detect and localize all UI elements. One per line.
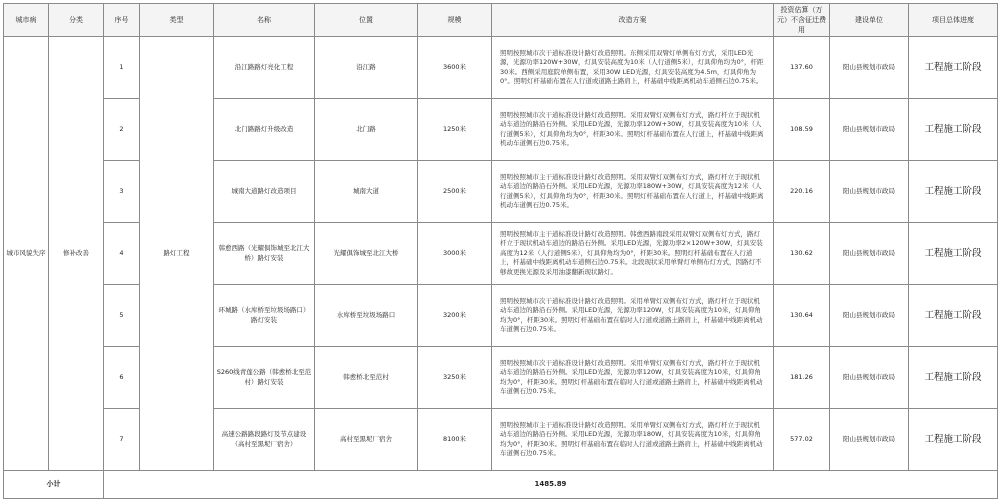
cell-progress: 工程施工阶段 xyxy=(909,37,998,99)
cell-name: 北门路路灯升级改造 xyxy=(214,99,315,161)
cell-unit: 阳山县规划市政局 xyxy=(830,347,909,409)
group-category: 城市风貌失序 xyxy=(4,37,49,471)
table-row xyxy=(4,37,998,99)
document-sheet xyxy=(3,3,997,499)
cell-progress: 工程施工阶段 xyxy=(909,223,998,285)
cell-name: 高速公路路段路灯及节点建设（高村至黑坭厂宿舍） xyxy=(214,409,315,471)
cell-location: 水库桥至垃圾场路口 xyxy=(315,285,418,347)
cell-name: 韩愈西路（光耀俱饰城至北江大桥）路灯安装 xyxy=(214,223,315,285)
header-seq: 序号 xyxy=(104,4,140,37)
cell-plan: 照明按照城市主干道标准设计路灯改造照明。韩愈西路南段采用双臂灯双侧布灯方式，路灯杆立于现状机动车道边的路沿石外侧。采用LED光源，光源功率2×120W+30W，灯具安装高度为12米（人行道侧5米），灯具仰角均为0°，杆距30米。照明灯杆基础布置在人行道上，杆基础中线距离机动车道侧石边0.75米。北段现状采用单臂灯单侧布灯方式，因路灯不够故更换光源及采用油漆翻新现状路灯。 xyxy=(492,223,774,285)
cell-location: 高村至黑坭厂宿舍 xyxy=(315,409,418,471)
cell-seq: 6 xyxy=(104,347,140,409)
cell-scale: 3600米 xyxy=(418,37,492,99)
cell-location: 光耀俱饰城至北江大桥 xyxy=(315,223,418,285)
cell-unit: 阳山县规划市政局 xyxy=(830,409,909,471)
cell-scale: 2500米 xyxy=(418,161,492,223)
cell-seq: 7 xyxy=(104,409,140,471)
cell-cost: 130.62 xyxy=(774,223,830,285)
total-label: 小计 xyxy=(4,471,104,499)
cell-plan: 照明按照城市主干道标准设计路灯改造照明。采用单臂灯双侧布灯方式，路灯杆立于现状机动车道边的路沿石外侧。采用LED光源，光源功率180W，灯具安装高度为10米，灯具仰角均为0°，杆距30米。照明灯杆基础布置在临时人行道或道路土路肩上，杆基础中线距离机动车道侧石边0.75米。 xyxy=(492,409,774,471)
cell-progress: 工程施工阶段 xyxy=(909,161,998,223)
header-progress: 项目总体进度 xyxy=(909,4,998,37)
header-location: 位置 xyxy=(315,4,418,37)
group-subcategory: 修补改善 xyxy=(49,37,104,471)
cell-cost: 130.64 xyxy=(774,285,830,347)
cell-scale: 3000米 xyxy=(418,223,492,285)
cell-unit: 阳山县规划市政局 xyxy=(830,37,909,99)
header-category: 城市病 xyxy=(4,4,49,37)
cell-unit: 阳山县规划市政局 xyxy=(830,161,909,223)
cell-plan: 照明按照城市次干道标准设计路灯改造照明。采用单臂灯双侧布灯方式，路灯杆立于现状机动车道边的路沿石外侧。采用LED光源，光源功率120W，灯具安装高度为10米，灯具仰角均为0°，杆距30米。照明灯杆基础布置在临时人行道或道路土路肩上，杆基础中线距离机动车道侧石边0.75米。 xyxy=(492,285,774,347)
cell-progress: 工程施工阶段 xyxy=(909,99,998,161)
header-row xyxy=(4,4,998,37)
cell-scale: 1250米 xyxy=(418,99,492,161)
cell-location: 沿江路 xyxy=(315,37,418,99)
cell-name: 环城路（水库桥至垃圾场路口）路灯安装 xyxy=(214,285,315,347)
cell-seq: 3 xyxy=(104,161,140,223)
cell-seq: 1 xyxy=(104,37,140,99)
cell-location: 城南大道 xyxy=(315,161,418,223)
cell-name: 城南大道路灯改造项目 xyxy=(214,161,315,223)
cell-seq: 5 xyxy=(104,285,140,347)
total-row xyxy=(4,471,998,499)
cell-scale: 3200米 xyxy=(418,285,492,347)
cell-plan: 照明按照城市主干道标准设计路灯改造照明。采用双臂灯双侧布灯方式，路灯杆立于现状机动车道边的路沿石外侧。采用LED光源，光源功率180W+30W，灯具安装高度为12米（人行道侧5米），灯具仰角均为0°，杆距30米。照明灯杆基础布置在人行道上，杆基础中线距离机动车道侧石边0.75米。 xyxy=(492,161,774,223)
total-value: 1485.89 xyxy=(104,471,998,499)
header-cost: 投资估算（万元）不含征迁费用 xyxy=(774,4,830,37)
cell-location: 韩愈桥北至范村 xyxy=(315,347,418,409)
cell-scale: 8100米 xyxy=(418,409,492,471)
cell-unit: 阳山县规划市政局 xyxy=(830,223,909,285)
cell-seq: 2 xyxy=(104,99,140,161)
header-scale: 规模 xyxy=(418,4,492,37)
cell-seq: 4 xyxy=(104,223,140,285)
header-type: 类型 xyxy=(140,4,214,37)
cell-scale: 3250米 xyxy=(418,347,492,409)
cell-plan: 照明按照城市次干道标准设计路灯改造照明。东侧采用双臂灯单侧布灯方式，采用LED光源，光源功率120W+30W，灯具安装高度为10米（人行道侧5米），灯具仰角均为0°，杆距30米。西侧采用庭院单侧布置，采用30W LED光源，灯具安装高度为4.5m，灯具仰角为0°。照明灯杆基础布置在人行道或道路土路肩上，杆基础中线距离机动车道侧石边0.75米。 xyxy=(492,37,774,99)
cell-name: S260线青莲公路（韩愈桥北至范村）路灯安装 xyxy=(214,347,315,409)
project-table xyxy=(3,3,998,499)
cell-cost: 181.26 xyxy=(774,347,830,409)
cell-name: 沿江路路灯亮化工程 xyxy=(214,37,315,99)
group-type: 路灯工程 xyxy=(140,37,214,471)
cell-cost: 220.16 xyxy=(774,161,830,223)
cell-cost: 108.59 xyxy=(774,99,830,161)
header-subcategory: 分类 xyxy=(49,4,104,37)
cell-unit: 阳山县规划市政局 xyxy=(830,99,909,161)
cell-plan: 照明按照城市次干道标准设计路灯改造照明。采用单臂灯双侧布灯方式，路灯杆立于现状机动车道边的路沿石外侧。采用LED光源，光源功率120W，灯具安装高度为10米，灯具仰角均为0°，杆距30米。照明灯杆基础布置在临时人行道或道路土路肩上，杆基础中线距离机动车道侧石边0.75米。 xyxy=(492,347,774,409)
cell-plan: 照明按照城市次干道标准设计路灯改造照明。采用双臂灯双侧布灯方式，路灯杆立于现状机动车道边的路沿石外侧。采用LED光源，光源功率120W+30W，灯具安装高度为10米（人行道侧5米），灯具仰角均为0°，杆距30米。照明灯杆基础布置在人行道上，杆基础中线距离机动车道侧石边0.75米。 xyxy=(492,99,774,161)
cell-unit: 阳山县规划市政局 xyxy=(830,285,909,347)
header-unit: 建设单位 xyxy=(830,4,909,37)
cell-cost: 577.02 xyxy=(774,409,830,471)
cell-progress: 工程施工阶段 xyxy=(909,409,998,471)
header-name: 名称 xyxy=(214,4,315,37)
header-plan: 改造方案 xyxy=(492,4,774,37)
cell-progress: 工程施工阶段 xyxy=(909,347,998,409)
cell-cost: 137.60 xyxy=(774,37,830,99)
cell-location: 北门路 xyxy=(315,99,418,161)
cell-progress: 工程施工阶段 xyxy=(909,285,998,347)
